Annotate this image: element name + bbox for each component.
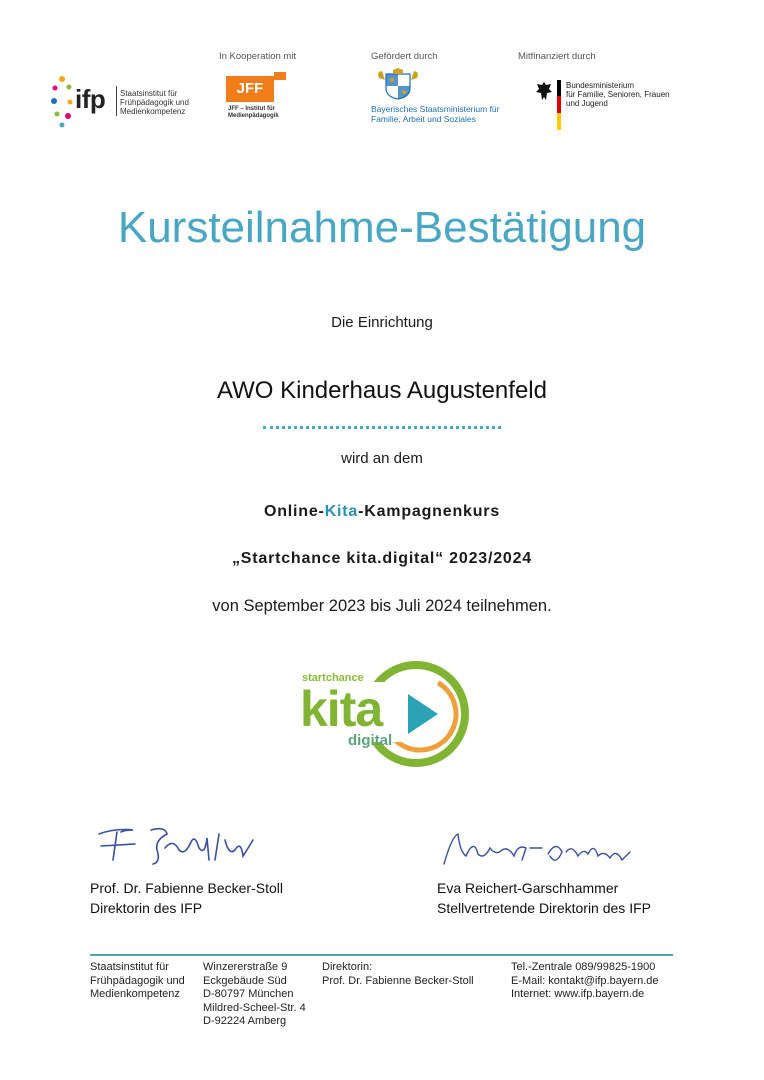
bavaria-coat-of-arms-icon xyxy=(373,68,423,100)
logo-strip xyxy=(0,0,764,140)
bavaria-logo-text: Bayerisches Staatsministerium für Familie, Arbeit und Soziales xyxy=(371,104,500,124)
signatory-right xyxy=(437,878,651,918)
german-flag-bar xyxy=(557,80,561,130)
signatory-left-name: Prof. Dr. Fabienne Becker-Stoll xyxy=(90,880,283,896)
bmfsfj-logo xyxy=(535,78,685,134)
footer-col-address: Winzererstraße 9 Eckgebäude Süd D-80797 München Mildred-Scheel-Str. 4 D-92224 Amberg xyxy=(203,961,306,1027)
signatory-left-role: Direktorin des IFP xyxy=(90,900,203,916)
cofunded-caption: Mitfinanziert durch xyxy=(518,51,596,62)
signature-reichert-garschhammer xyxy=(438,826,638,874)
bavaria-logo xyxy=(371,68,521,128)
footer-col-contact xyxy=(511,961,659,1002)
signature-becker-stoll xyxy=(95,820,265,870)
campaign-name: „Startchance kita.digital“ 2023/2024 xyxy=(231,550,533,567)
signatory-left xyxy=(90,878,283,918)
course-highlight: Kita xyxy=(324,503,359,520)
footer-phone: Tel.-Zentrale 089/99825-1900 xyxy=(511,961,656,973)
kita-logo-main-word: kita xyxy=(300,681,383,737)
footer-col-director: Direktorin: Prof. Dr. Fabienne Becker-Stoll xyxy=(322,961,474,987)
footer-email[interactable]: E-Mail: kontakt@ifp.bayern.de xyxy=(511,974,659,987)
bmfsfj-logo-text: Bundesministerium für Familie, Senioren, Frauen und Jugend xyxy=(566,81,670,108)
certificate-title: Kursteilnahme-Bestätigung xyxy=(117,203,647,252)
kita-logo-top-word: startchance xyxy=(302,672,364,684)
signatory-right-role: Stellvertretende Direktorin des IFP xyxy=(437,900,651,916)
footer-rule xyxy=(90,954,673,956)
jff-logo-corner xyxy=(274,72,286,80)
course-name: Online-Kita-Kampagnenkurs xyxy=(263,503,501,520)
kita-logo-bottom-word: digital xyxy=(348,732,393,749)
intro-text: Die Einrichtung xyxy=(331,314,433,331)
connector-text: wird an dem xyxy=(341,450,423,467)
jff-logo-word: JFF xyxy=(226,76,274,102)
ifp-logo-word: ifp xyxy=(75,84,106,114)
dotted-underline xyxy=(263,426,501,429)
ifp-dots-icon xyxy=(50,74,74,128)
funded-caption: Gefördert durch xyxy=(371,51,438,62)
ifp-logo-divider xyxy=(116,86,117,116)
course-period: von September 2023 bis Juli 2024 teilnehmen. xyxy=(212,597,552,615)
ifp-logo xyxy=(50,72,200,132)
jff-logo-text: JFF – Institut für Medienpädagogik xyxy=(228,106,279,119)
ifp-logo-text: Staatsinstitut für Frühpädagogik und Medienkompetenz xyxy=(120,89,189,116)
kita-digital-logo xyxy=(298,660,474,770)
footer-col-institute: Staatsinstitut für Frühpädagogik und Medienkompetenz xyxy=(90,961,185,1000)
jff-logo xyxy=(226,72,296,122)
federal-eagle-icon xyxy=(535,80,553,102)
footer-website[interactable]: Internet: www.ifp.bayern.de xyxy=(511,988,645,1000)
signatory-right-name: Eva Reichert-Garschhammer xyxy=(437,880,619,896)
cooperation-caption: In Kooperation mit xyxy=(219,51,297,62)
institution-name: AWO Kinderhaus Augustenfeld xyxy=(217,377,547,404)
